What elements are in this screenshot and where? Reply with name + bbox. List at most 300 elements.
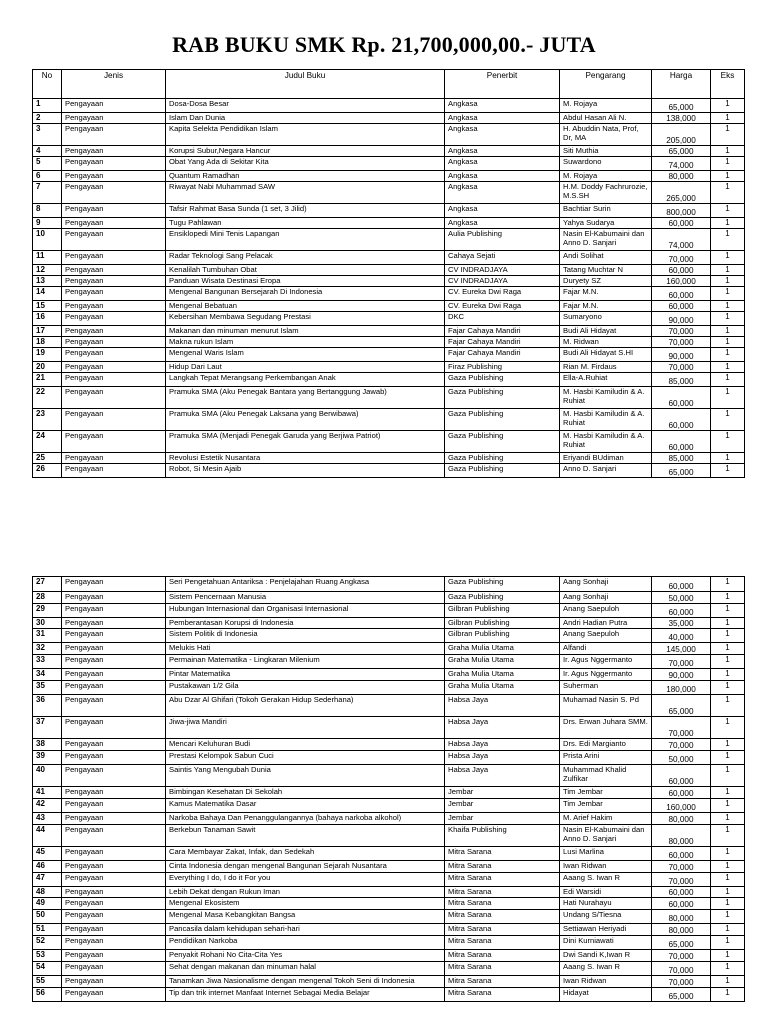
cell-harga: 65,000 xyxy=(652,464,711,478)
cell-judul-buku: Revolusi Estetik Nusantara xyxy=(166,453,445,464)
table-row xyxy=(33,681,745,695)
cell-jenis: Pengayaan xyxy=(62,251,166,265)
cell-no: 2 xyxy=(33,113,62,124)
cell-penerbit: Gaza Publishing xyxy=(445,431,560,453)
cell-jenis: Pengayaan xyxy=(62,464,166,478)
table-row xyxy=(33,387,745,409)
cell-penerbit: Mitra Sarana xyxy=(445,887,560,898)
cell-no: 41 xyxy=(33,787,62,799)
cell-eks: 1 xyxy=(711,976,745,988)
cell-harga: 50,000 xyxy=(652,592,711,604)
table-row xyxy=(33,813,745,825)
cell-pengarang: Aaang S. Iwan R xyxy=(560,962,652,976)
cell-eks: 1 xyxy=(711,326,745,337)
table-row xyxy=(33,218,745,229)
cell-pengarang: Anang Saepuloh xyxy=(560,629,652,643)
cell-pengarang: Siti Muthia xyxy=(560,146,652,157)
cell-no: 5 xyxy=(33,157,62,171)
cell-judul-buku: Makanan dan minuman menurut Islam xyxy=(166,326,445,337)
cell-no: 31 xyxy=(33,629,62,643)
table-row xyxy=(33,113,745,124)
cell-jenis: Pengayaan xyxy=(62,618,166,629)
cell-jenis: Pengayaan xyxy=(62,717,166,739)
table-row xyxy=(33,787,745,799)
cell-penerbit: Fajar Cahaya Mandiri xyxy=(445,326,560,337)
table-row xyxy=(33,739,745,751)
cell-penerbit: Habsa Jaya xyxy=(445,751,560,765)
cell-jenis: Pengayaan xyxy=(62,204,166,218)
cell-penerbit: Habsa Jaya xyxy=(445,765,560,787)
table-row xyxy=(33,717,745,739)
cell-no: 32 xyxy=(33,643,62,655)
cell-penerbit: Firaz Publishing xyxy=(445,362,560,373)
cell-jenis: Pengayaan xyxy=(62,592,166,604)
cell-penerbit: Gaza Publishing xyxy=(445,409,560,431)
cell-pengarang: M. Rojaya xyxy=(560,171,652,182)
cell-judul-buku: Korupsi Subur,Negara Hancur xyxy=(166,146,445,157)
cell-eks: 1 xyxy=(711,453,745,464)
cell-pengarang: Fajar M.N. xyxy=(560,301,652,312)
cell-no: 28 xyxy=(33,592,62,604)
cell-eks: 1 xyxy=(711,113,745,124)
cell-no: 43 xyxy=(33,813,62,825)
cell-penerbit: Angkasa xyxy=(445,146,560,157)
cell-harga: 80,000 xyxy=(652,910,711,924)
cell-pengarang: Drs. Erwan Juhara SMM. xyxy=(560,717,652,739)
table-row xyxy=(33,988,745,1002)
cell-eks: 1 xyxy=(711,629,745,643)
cell-jenis: Pengayaan xyxy=(62,950,166,962)
table-row xyxy=(33,251,745,265)
cell-penerbit: Angkasa xyxy=(445,182,560,204)
cell-no: 19 xyxy=(33,348,62,362)
cell-pengarang: Aang Sonhaji xyxy=(560,592,652,604)
cell-eks: 1 xyxy=(711,99,745,113)
cell-judul-buku: Radar Teknologi Sang Pelacak xyxy=(166,251,445,265)
cell-pengarang: Muhamad Nasin S. Pd xyxy=(560,695,652,717)
cell-penerbit: Angkasa xyxy=(445,99,560,113)
cell-judul-buku: Everything I do, I do it For you xyxy=(166,873,445,887)
cell-judul-buku: Pustakawan 1/2 Gila xyxy=(166,681,445,695)
cell-pengarang: H.M. Doddy Fachrurozie, M.S.SH xyxy=(560,182,652,204)
cell-judul-buku: Kamus Matematika Dasar xyxy=(166,799,445,813)
cell-harga: 90,000 xyxy=(652,348,711,362)
cell-pengarang: Anno D. Sanjari xyxy=(560,464,652,478)
cell-judul-buku: Pintar Matematika xyxy=(166,669,445,681)
cell-pengarang: Ella-A.Ruhiat xyxy=(560,373,652,387)
cell-eks: 1 xyxy=(711,813,745,825)
cell-jenis: Pengayaan xyxy=(62,362,166,373)
cell-harga: 90,000 xyxy=(652,669,711,681)
table-row xyxy=(33,431,745,453)
table-row xyxy=(33,936,745,950)
cell-harga: 60,000 xyxy=(652,218,711,229)
cell-no: 25 xyxy=(33,453,62,464)
cell-no: 46 xyxy=(33,861,62,873)
cell-eks: 1 xyxy=(711,312,745,326)
cell-jenis: Pengayaan xyxy=(62,847,166,861)
header-harga: Harga xyxy=(652,70,711,99)
cell-jenis: Pengayaan xyxy=(62,643,166,655)
cell-harga: 60,000 xyxy=(652,287,711,301)
cell-harga: 65,000 xyxy=(652,695,711,717)
cell-jenis: Pengayaan xyxy=(62,113,166,124)
cell-harga: 85,000 xyxy=(652,453,711,464)
cell-judul-buku: Sehat dengan makanan dan minuman halal xyxy=(166,962,445,976)
cell-eks: 1 xyxy=(711,373,745,387)
cell-penerbit: Khaifa Publishing xyxy=(445,825,560,847)
cell-penerbit: Graha Mulia Utama xyxy=(445,655,560,669)
cell-eks: 1 xyxy=(711,936,745,950)
cell-no: 55 xyxy=(33,976,62,988)
cell-pengarang: Aaang S. Iwan R xyxy=(560,873,652,887)
cell-penerbit: Mitra Sarana xyxy=(445,910,560,924)
cell-jenis: Pengayaan xyxy=(62,409,166,431)
cell-jenis: Pengayaan xyxy=(62,813,166,825)
cell-no: 27 xyxy=(33,577,62,592)
cell-penerbit: Fajar Cahaya Mandiri xyxy=(445,348,560,362)
cell-pengarang: Hati Nurahayu xyxy=(560,898,652,910)
cell-jenis: Pengayaan xyxy=(62,373,166,387)
table-row xyxy=(33,337,745,348)
cell-penerbit: CV. Eureka Dwi Raga xyxy=(445,287,560,301)
cell-penerbit: Mitra Sarana xyxy=(445,861,560,873)
cell-pengarang: Budi Ali Hidayat S.HI xyxy=(560,348,652,362)
cell-pengarang: M. Hasbi Kamiludin & A. Ruhiat xyxy=(560,431,652,453)
cell-jenis: Pengayaan xyxy=(62,265,166,276)
cell-penerbit: Mitra Sarana xyxy=(445,988,560,1002)
table-row xyxy=(33,276,745,287)
cell-judul-buku: Mengenal Ekosistem xyxy=(166,898,445,910)
cell-no: 17 xyxy=(33,326,62,337)
cell-harga: 205,000 xyxy=(652,124,711,146)
cell-judul-buku: Kebersihan Membawa Segudang Prestasi xyxy=(166,312,445,326)
cell-judul-buku: Riwayat Nabi Muhammad SAW xyxy=(166,182,445,204)
cell-judul-buku: Pendidikan Narkoba xyxy=(166,936,445,950)
cell-pengarang: Eriyandi BUdiman xyxy=(560,453,652,464)
cell-no: 12 xyxy=(33,265,62,276)
cell-jenis: Pengayaan xyxy=(62,799,166,813)
cell-harga: 60,000 xyxy=(652,301,711,312)
cell-jenis: Pengayaan xyxy=(62,218,166,229)
cell-eks: 1 xyxy=(711,847,745,861)
table-row xyxy=(33,362,745,373)
table-row xyxy=(33,873,745,887)
header-no: No xyxy=(33,70,62,99)
table-row xyxy=(33,669,745,681)
cell-penerbit: Cahaya Sejati xyxy=(445,251,560,265)
cell-pengarang: M. Arief Hakim xyxy=(560,813,652,825)
cell-judul-buku: Melukis Hati xyxy=(166,643,445,655)
cell-no: 35 xyxy=(33,681,62,695)
cell-harga: 265,000 xyxy=(652,182,711,204)
cell-pengarang: Budi Ali Hidayat xyxy=(560,326,652,337)
cell-jenis: Pengayaan xyxy=(62,146,166,157)
table-row xyxy=(33,887,745,898)
cell-harga: 70,000 xyxy=(652,337,711,348)
cell-penerbit: Mitra Sarana xyxy=(445,898,560,910)
cell-judul-buku: Tanamkan Jiwa Nasionalisme dengan mengenal Tokoh Seni di Indonesia xyxy=(166,976,445,988)
table-row xyxy=(33,204,745,218)
table-row xyxy=(33,229,745,251)
cell-no: 34 xyxy=(33,669,62,681)
cell-harga: 85,000 xyxy=(652,373,711,387)
cell-jenis: Pengayaan xyxy=(62,787,166,799)
cell-pengarang: Lusi Marlina xyxy=(560,847,652,861)
cell-jenis: Pengayaan xyxy=(62,99,166,113)
cell-eks: 1 xyxy=(711,182,745,204)
cell-eks: 1 xyxy=(711,124,745,146)
table-row xyxy=(33,924,745,936)
cell-penerbit: Mitra Sarana xyxy=(445,976,560,988)
cell-eks: 1 xyxy=(711,337,745,348)
cell-no: 13 xyxy=(33,276,62,287)
cell-judul-buku: Saintis Yang Mengubah Dunia xyxy=(166,765,445,787)
cell-pengarang: Iwan Ridwan xyxy=(560,976,652,988)
cell-no: 54 xyxy=(33,962,62,976)
cell-penerbit: Graha Mulia Utama xyxy=(445,643,560,655)
cell-pengarang: Abdul Hasan Ali N. xyxy=(560,113,652,124)
cell-penerbit: Angkasa xyxy=(445,204,560,218)
cell-eks: 1 xyxy=(711,825,745,847)
cell-pengarang: Andi Solihat xyxy=(560,251,652,265)
cell-jenis: Pengayaan xyxy=(62,825,166,847)
cell-harga: 70,000 xyxy=(652,362,711,373)
table-row xyxy=(33,898,745,910)
cell-eks: 1 xyxy=(711,950,745,962)
cell-penerbit: Habsa Jaya xyxy=(445,717,560,739)
cell-no: 37 xyxy=(33,717,62,739)
cell-pengarang: Andri Hadian Putra xyxy=(560,618,652,629)
cell-harga: 70,000 xyxy=(652,976,711,988)
cell-penerbit: Gaza Publishing xyxy=(445,592,560,604)
cell-penerbit: Aulia Publishing xyxy=(445,229,560,251)
cell-judul-buku: Makna rukun Islam xyxy=(166,337,445,348)
cell-penerbit: Jembar xyxy=(445,799,560,813)
cell-eks: 1 xyxy=(711,251,745,265)
table-row xyxy=(33,182,745,204)
table-row xyxy=(33,643,745,655)
cell-pengarang: Sumaryono xyxy=(560,312,652,326)
cell-no: 40 xyxy=(33,765,62,787)
cell-jenis: Pengayaan xyxy=(62,765,166,787)
cell-judul-buku: Sistem Politik di Indonesia xyxy=(166,629,445,643)
cell-no: 42 xyxy=(33,799,62,813)
cell-eks: 1 xyxy=(711,204,745,218)
cell-no: 11 xyxy=(33,251,62,265)
cell-judul-buku: Mencari Keluhuran Budi xyxy=(166,739,445,751)
cell-harga: 60,000 xyxy=(652,847,711,861)
cell-no: 36 xyxy=(33,695,62,717)
cell-judul-buku: Mengenal Bangunan Bersejarah Di Indonesia xyxy=(166,287,445,301)
table-row xyxy=(33,326,745,337)
cell-jenis: Pengayaan xyxy=(62,312,166,326)
cell-judul-buku: Pramuka SMA (Aku Penegak Laksana yang Berwibawa) xyxy=(166,409,445,431)
cell-eks: 1 xyxy=(711,387,745,409)
table-row xyxy=(33,171,745,182)
cell-eks: 1 xyxy=(711,669,745,681)
cell-penerbit: Habsa Jaya xyxy=(445,695,560,717)
cell-penerbit: Fajar Cahaya Mandiri xyxy=(445,337,560,348)
cell-harga: 70,000 xyxy=(652,950,711,962)
cell-pengarang: Drs. Edi Margianto xyxy=(560,739,652,751)
cell-jenis: Pengayaan xyxy=(62,681,166,695)
table-row xyxy=(33,751,745,765)
cell-no: 50 xyxy=(33,910,62,924)
cell-jenis: Pengayaan xyxy=(62,577,166,592)
cell-eks: 1 xyxy=(711,157,745,171)
cell-jenis: Pengayaan xyxy=(62,431,166,453)
cell-pengarang: Tim Jembar xyxy=(560,787,652,799)
cell-judul-buku: Mengenal Waris Islam xyxy=(166,348,445,362)
cell-pengarang: Nasin El-Kabumaini dan Anno D. Sanjari xyxy=(560,229,652,251)
cell-eks: 1 xyxy=(711,229,745,251)
cell-harga: 35,000 xyxy=(652,618,711,629)
table-row xyxy=(33,976,745,988)
cell-penerbit: Angkasa xyxy=(445,124,560,146)
table-row xyxy=(33,301,745,312)
cell-judul-buku: Hidup Dari Laut xyxy=(166,362,445,373)
cell-jenis: Pengayaan xyxy=(62,655,166,669)
cell-eks: 1 xyxy=(711,592,745,604)
cell-harga: 65,000 xyxy=(652,936,711,950)
table-row xyxy=(33,124,745,146)
table-row xyxy=(33,950,745,962)
cell-penerbit: Gaza Publishing xyxy=(445,453,560,464)
cell-penerbit: Gilbran Publishing xyxy=(445,604,560,618)
cell-pengarang: M. Hasbi Kamiludin & A. Ruhiat xyxy=(560,409,652,431)
cell-harga: 800,000 xyxy=(652,204,711,218)
cell-harga: 60,000 xyxy=(652,387,711,409)
cell-eks: 1 xyxy=(711,618,745,629)
cell-eks: 1 xyxy=(711,348,745,362)
cell-penerbit: CV INDRADJAYA xyxy=(445,276,560,287)
table-row xyxy=(33,618,745,629)
cell-penerbit: CV INDRADJAYA xyxy=(445,265,560,276)
header-row xyxy=(33,70,745,99)
table-row xyxy=(33,157,745,171)
cell-penerbit: DKC xyxy=(445,312,560,326)
cell-judul-buku: Permainan Matematika - Lingkaran Milenium xyxy=(166,655,445,669)
cell-penerbit: Gilbran Publishing xyxy=(445,629,560,643)
cell-penerbit: Mitra Sarana xyxy=(445,950,560,962)
cell-jenis: Pengayaan xyxy=(62,171,166,182)
cell-judul-buku: Pramuka SMA (Menjadi Penegak Garuda yang Berjiwa Patriot) xyxy=(166,431,445,453)
cell-pengarang: Ir. Agus Nggermanto xyxy=(560,655,652,669)
cell-eks: 1 xyxy=(711,898,745,910)
table-row xyxy=(33,464,745,478)
cell-eks: 1 xyxy=(711,362,745,373)
cell-pengarang: Iwan Ridwan xyxy=(560,861,652,873)
cell-jenis: Pengayaan xyxy=(62,751,166,765)
cell-pengarang: Dwi Sandi K,Iwan R xyxy=(560,950,652,962)
cell-penerbit: Mitra Sarana xyxy=(445,847,560,861)
cell-no: 14 xyxy=(33,287,62,301)
cell-eks: 1 xyxy=(711,717,745,739)
cell-pengarang: Aang Sonhaji xyxy=(560,577,652,592)
cell-no: 22 xyxy=(33,387,62,409)
cell-pengarang: Bachtiar Surin xyxy=(560,204,652,218)
cell-harga: 160,000 xyxy=(652,276,711,287)
cell-no: 48 xyxy=(33,887,62,898)
table-row xyxy=(33,265,745,276)
cell-judul-buku: Mengenal Bebatuan xyxy=(166,301,445,312)
cell-pengarang: Nasin El-Kabumaini dan Anno D. Sanjari xyxy=(560,825,652,847)
cell-penerbit: Mitra Sarana xyxy=(445,962,560,976)
cell-eks: 1 xyxy=(711,287,745,301)
cell-eks: 1 xyxy=(711,962,745,976)
cell-eks: 1 xyxy=(711,751,745,765)
cell-eks: 1 xyxy=(711,409,745,431)
cell-penerbit: Jembar xyxy=(445,787,560,799)
cell-eks: 1 xyxy=(711,171,745,182)
cell-harga: 60,000 xyxy=(652,431,711,453)
cell-pengarang: Muhammad Khalid Zulfikar xyxy=(560,765,652,787)
cell-judul-buku: Ensiklopedi Mini Tenis Lapangan xyxy=(166,229,445,251)
cell-harga: 70,000 xyxy=(652,861,711,873)
cell-penerbit: Mitra Sarana xyxy=(445,936,560,950)
cell-jenis: Pengayaan xyxy=(62,182,166,204)
cell-no: 23 xyxy=(33,409,62,431)
cell-no: 24 xyxy=(33,431,62,453)
cell-jenis: Pengayaan xyxy=(62,326,166,337)
cell-eks: 1 xyxy=(711,265,745,276)
cell-eks: 1 xyxy=(711,276,745,287)
cell-harga: 80,000 xyxy=(652,171,711,182)
cell-jenis: Pengayaan xyxy=(62,301,166,312)
cell-pengarang: Suwardono xyxy=(560,157,652,171)
table-row xyxy=(33,847,745,861)
cell-no: 39 xyxy=(33,751,62,765)
header-judul-buku: Judul Buku xyxy=(166,70,445,99)
table-body-part-2 xyxy=(33,577,745,1002)
cell-eks: 1 xyxy=(711,655,745,669)
cell-eks: 1 xyxy=(711,681,745,695)
cell-pengarang: Hidayat xyxy=(560,988,652,1002)
cell-no: 10 xyxy=(33,229,62,251)
cell-jenis: Pengayaan xyxy=(62,387,166,409)
cell-jenis: Pengayaan xyxy=(62,337,166,348)
cell-no: 51 xyxy=(33,924,62,936)
cell-harga: 74,000 xyxy=(652,229,711,251)
cell-harga: 80,000 xyxy=(652,924,711,936)
cell-jenis: Pengayaan xyxy=(62,976,166,988)
cell-jenis: Pengayaan xyxy=(62,739,166,751)
cell-pengarang: Suherman xyxy=(560,681,652,695)
cell-judul-buku: Mengenal Masa Kebangkitan Bangsa xyxy=(166,910,445,924)
cell-harga: 70,000 xyxy=(652,962,711,976)
cell-harga: 138,000 xyxy=(652,113,711,124)
cell-no: 20 xyxy=(33,362,62,373)
table-row xyxy=(33,604,745,618)
cell-no: 1 xyxy=(33,99,62,113)
cell-harga: 60,000 xyxy=(652,765,711,787)
cell-pengarang: Anang Saepuloh xyxy=(560,604,652,618)
cell-eks: 1 xyxy=(711,799,745,813)
cell-judul-buku: Islam Dan Dunia xyxy=(166,113,445,124)
cell-pengarang: Alfandi xyxy=(560,643,652,655)
cell-harga: 70,000 xyxy=(652,251,711,265)
cell-no: 15 xyxy=(33,301,62,312)
book-table-part-2 xyxy=(32,576,745,1002)
cell-pengarang: Tatang Muchtar N xyxy=(560,265,652,276)
cell-no: 33 xyxy=(33,655,62,669)
cell-judul-buku: Pramuka SMA (Aku Penegak Bantara yang Bertanggung Jawab) xyxy=(166,387,445,409)
cell-no: 56 xyxy=(33,988,62,1002)
cell-judul-buku: Kapita Selekta Pendidikan Islam xyxy=(166,124,445,146)
cell-harga: 60,000 xyxy=(652,577,711,592)
cell-judul-buku: Narkoba Bahaya Dan Penanggulangannya (bahaya narkoba alkohol) xyxy=(166,813,445,825)
